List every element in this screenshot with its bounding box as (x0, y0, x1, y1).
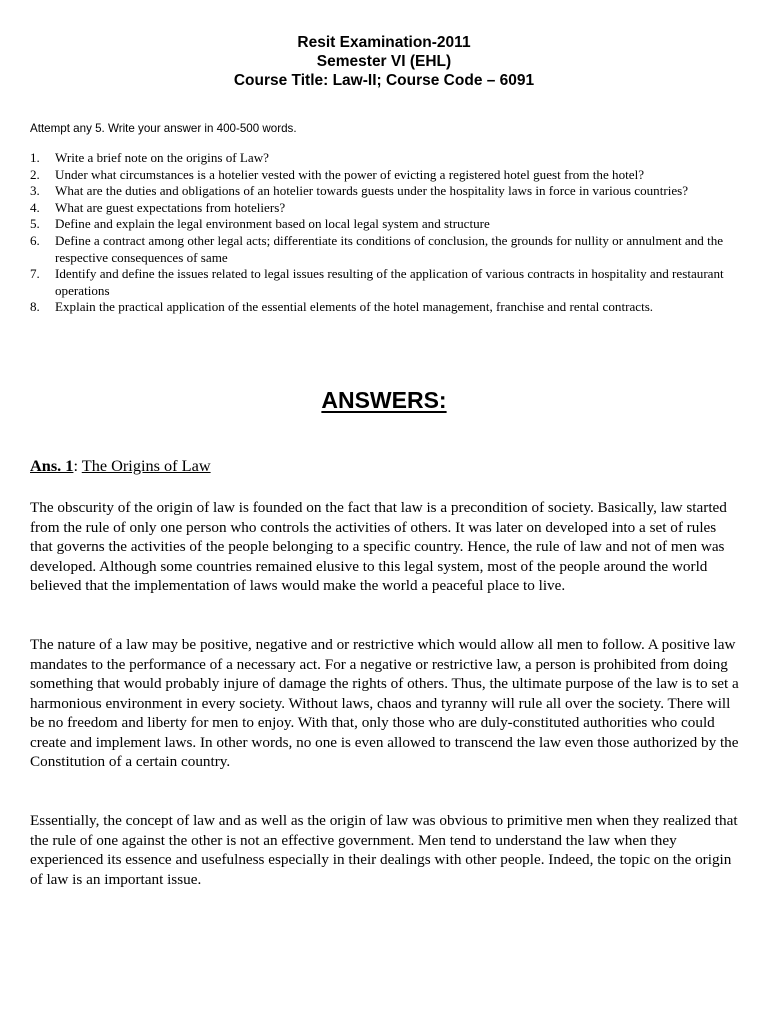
question-number: 3. (30, 183, 40, 199)
question-number: 1. (30, 150, 40, 165)
question-text: Write a brief note on the origins of Law? (55, 150, 269, 165)
question-text: What are guest expectations from hoteliers? (55, 199, 286, 215)
question-item (30, 299, 745, 316)
question-number: 5. (30, 216, 40, 232)
answer-paragraph: The obscurity of the origin of law is founded on the fact that law is a precondition of society. Basically, law started from the rule of only one person who controls the activities of others. It was later on developed into a set of rules that governs the activities of the people belonging to a specific country. Hence, the rule of law and not of men was developed. Although some countries remained elusive to this legal system, most of the people around the world believed that the implementation of laws would make the world a peaceful place to live. (30, 499, 727, 594)
question-item (30, 167, 745, 184)
question-item (30, 266, 745, 299)
question-item (30, 150, 745, 167)
question-text: What are the duties and obligations of an hotelier towards guests under the hospitality laws in force in various countries? (55, 183, 689, 199)
question-text: Define and explain the legal environment based on local legal system and structure (55, 216, 490, 232)
question-text: Explain the practical application of the essential elements of the hotel management, franchise and rental contracts. (55, 299, 654, 315)
answer-topic: The Origins of Law (81, 456, 211, 475)
question-text: Under what circumstances is a hotelier vested with the power of evicting a registered hotel guest from the hotel? (55, 166, 645, 182)
question-item (30, 200, 745, 217)
question-number: 4. (30, 199, 40, 215)
exam-title: Resit Examination-2011 (297, 34, 471, 51)
question-number: 2. (30, 166, 40, 182)
question-list (30, 150, 745, 316)
answer-label: Ans. 1 (30, 456, 74, 475)
question-number: 6. (30, 232, 40, 248)
course-line: Course Title: Law-II; Course Code – 6091 (233, 72, 535, 89)
answer-paragraph: Essentially, the concept of law and as well as the origin of law was obvious to primitive men when they realized that the rule of one against the other is not an effective government. Men tend to understand the law when they experienced its essence and usefulness especially in their dealings with other people. Indeed, the topic on the origin of law is an important issue. (30, 812, 738, 888)
answer-title (30, 456, 211, 476)
question-item (30, 216, 745, 233)
question-number: 8. (30, 299, 40, 315)
question-number: 7. (30, 266, 40, 282)
exam-header (0, 33, 768, 90)
semester-line: Semester VI (EHL) (316, 53, 452, 70)
answer-paragraph: The nature of a law may be positive, negative and or restrictive which would allow all men to follow. A positive law mandates to the performance of a necessary act. For a negative or restrictive law, a person is prohibited from doing something that would probably injure of damage the rights of others. Thus, the ultimate purpose of the law is to set a harmonious environment in every society. Without laws, chaos and tyranny will rule all over the society. There will be no freedom and liberty for men to enjoy. With that, only those who are duly-constituted authorities who could create and implement laws. In other words, no one is even allowed to transcend the law even those authorized by the Constitution of a certain country. (30, 636, 739, 770)
question-item (30, 233, 745, 266)
answer-separator: : (73, 456, 82, 475)
question-text: Define a contract among other legal acts; differentiate its conditions of conclusion, the grounds for nullity or annulment and the respective consequences of same (55, 232, 724, 265)
answers-heading: ANSWERS: (321, 387, 447, 413)
exam-instruction: Attempt any 5. Write your answer in 400-500 words. (30, 122, 297, 135)
question-text: Identify and define the issues related to legal issues resulting of the application of various contracts in hospitality and restaurant operations (55, 266, 724, 298)
question-item (30, 183, 745, 200)
